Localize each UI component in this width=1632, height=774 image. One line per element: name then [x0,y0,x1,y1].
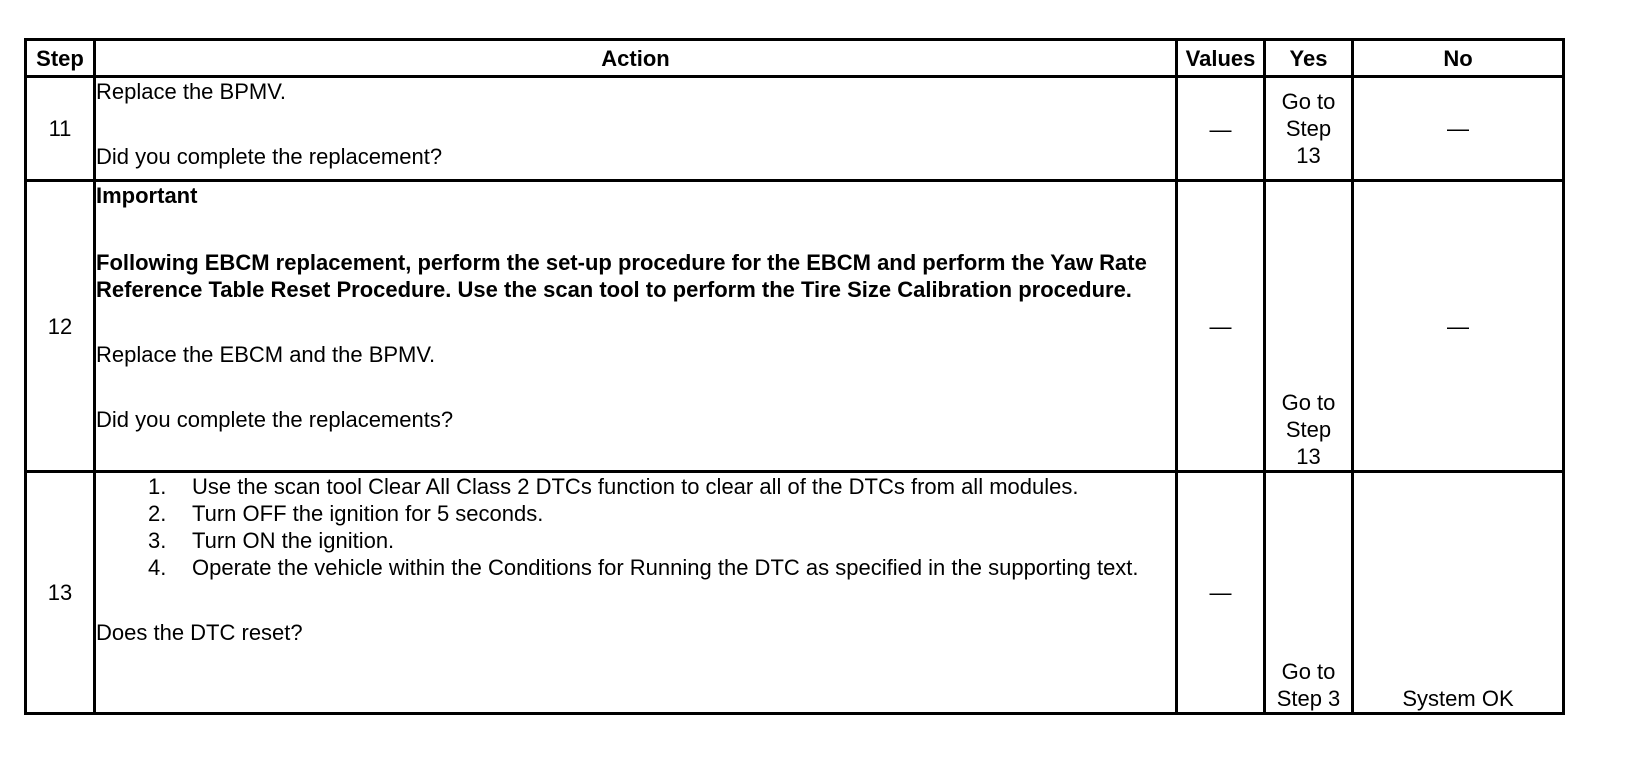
yes-cell [1265,181,1353,472]
list-number: 1. [148,474,167,499]
step-number: 13 [26,472,95,714]
header-action: Action [95,40,1177,77]
yes-cell [1265,77,1353,181]
yes-cell [1265,472,1353,714]
no-cell [1353,181,1564,472]
action-question: Does the DTC reset? [96,620,303,645]
step-number: 11 [26,77,95,181]
table-row-step-11 [26,77,1564,181]
yes-action: Go to Step 13 [1281,89,1336,168]
header-values: Values [1177,40,1265,77]
important-note: Following EBCM replacement, perform the set-up procedure for the EBCM and perform the Yaw Rate Reference Table Reset Procedure. Use the scan tool to perform the Tire Size Calibration procedure. [96,250,1147,302]
action-question: Did you complete the replacements? [96,407,454,432]
values-cell [1177,77,1265,181]
list-text: Turn OFF the ignition for 5 seconds. [192,501,544,526]
table-row-step-12 [26,181,1564,472]
no-action: — [1447,313,1469,339]
values-cell [1177,181,1265,472]
no-cell [1353,472,1564,714]
list-number: 3. [148,528,167,553]
no-cell [1353,77,1564,181]
action-question: Did you complete the replacement? [96,144,443,169]
yes-action: Go to Step 3 [1276,659,1341,711]
list-item [148,473,1175,500]
diagnostic-table [24,38,1565,715]
list-item [148,554,1175,581]
table-row-step-13 [26,472,1564,714]
list-item [148,527,1175,554]
list-number: 2. [148,501,167,526]
action-cell [95,77,1177,181]
em-dash: — [1209,116,1232,142]
em-dash: — [1209,313,1232,339]
action-cell [95,472,1177,714]
list-text: Operate the vehicle within the Conditions for Running the DTC as specified in the supporting text. [192,555,1139,580]
action-cell [95,181,1177,472]
header-step: Step [26,40,95,77]
action-instruction: Replace the BPMV. [96,79,286,104]
header-yes: Yes [1265,40,1353,77]
important-label: Important [96,183,198,208]
list-number: 4. [148,555,167,580]
header-row [26,40,1564,77]
list-text: Use the scan tool Clear All Class 2 DTCs function to clear all of the DTCs from all modules. [192,474,1079,499]
yes-action: Go to Step 13 [1281,390,1336,469]
list-text: Turn ON the ignition. [192,528,395,553]
list-item [148,500,1175,527]
header-no: No [1353,40,1564,77]
procedure-list [96,473,1175,581]
no-action: System OK [1402,686,1514,711]
no-action: — [1447,116,1469,141]
values-cell [1177,472,1265,714]
step-number: 12 [26,181,95,472]
action-instruction: Replace the EBCM and the BPMV. [96,342,436,367]
em-dash: — [1209,580,1232,605]
